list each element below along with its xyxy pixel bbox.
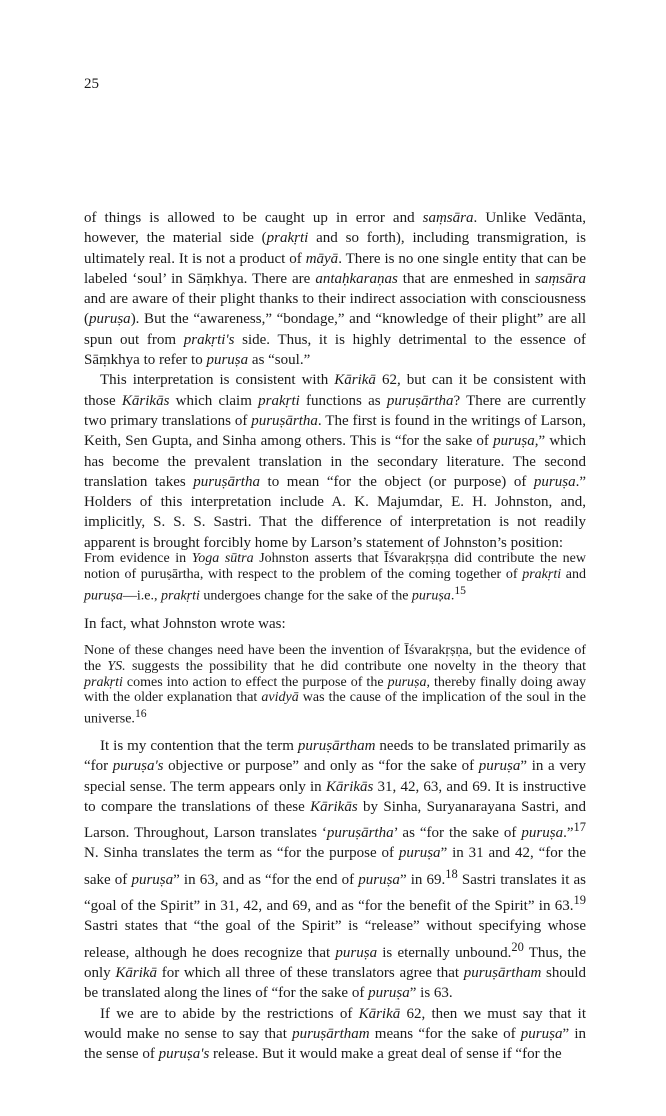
page-number: 25: [84, 76, 99, 92]
body-section-1: [84, 208, 586, 553]
paragraph-continuation: of things is allowed to be caught up in error and saṃsāra. Unlike Vedānta, however, the material side (prakṛti and so forth), including transmigration, is ultimately real. It is not a product of māyā. There is no one single entity that can be labeled ‘soul’ in Sāṃkhya. There are antaḥkaraṇas that are enmeshed in saṃsāra and are aware of their plight thanks to their indirect association with consciousness (puruṣa). But the “awareness,” “bondage,” and “knowledge of their plight” are all spun out from prakṛti's side. Thus, it is highly detrimental to the essence of Sāṃkhya to refer to puruṣa as “soul.”: [84, 210, 587, 369]
transition-line: [84, 614, 586, 634]
body-section-2: [84, 736, 586, 1064]
quote-johnston-text: None of these changes need have been the invention of Īśvarakṛṣṇa, but the evidence of the YS. suggests the possibility that he did contribute one novelty in the theory that prakṛti comes into action to effect the purpose of the puruṣa, thereby finally doing away with the older explanation that avidyā was the cause of the implication of the soul in the universe.$^{16}$: [84, 643, 587, 727]
block-quote-larson: [84, 551, 586, 604]
transition-text: In fact, what Johnston wrote was:: [84, 616, 286, 632]
paragraph-restrictions: If we are to abide by the restrictions of Kārikā 62, then we must say that it would make no sense to say that puruṣārtham means “for the sake of puruṣa” in the sense of puruṣa's release. But it would make a great deal of sense if “for the: [84, 1005, 586, 1063]
block-quote-johnston: [84, 643, 586, 728]
paragraph-interpretation: This interpretation is consistent with Kārikā 62, but can it be consistent with those Kārikās which claim prakṛti functions as puruṣārtha? There are currently two primary translations of puruṣārtha. The first is found in the writings of Larson, Keith, Sen Gupta, and Sinha among others. This is “for the sake of puruṣa,” which has become the prevalent translation in the secondary literature. The second translation takes puruṣārtha to mean “for the object (or purpose) of puruṣa.” Holders of this interpretation include A. K. Majumdar, E. H. Johnston, and, implicitly, S. S. S. Sastri. That the difference of interpretation is not readily apparent is brought forcibly home by Larson’s statement of Johnston’s position:: [84, 372, 587, 551]
paragraph-contention: It is my contention that the term puruṣārtham needs to be translated primarily as “for puruṣa's objective or purpose” and only as “for the sake of puruṣa” in a very special sense. The term appears only in Kārikās 31, 42, 63, and 69. It is instructive to compare the translations of these Kārikās by Sinha, Suryanarayana Sastri, and Larson. Throughout, Larson translates ‘puruṣārtha’ as “for the sake of puruṣa.”$^{17}$ N. Sinha translates the term as “for the purpose of puruṣa” in 31 and 42, “for the sake of puruṣa” in 63, and as “for the end of puruṣa” in 69.18 Sastri translates it as “goal of the Spirit” in 31, 42, and 69, and as “for the benefit of the Spirit” in 63.19 Sastri states that “the goal of the Spirit” is “release” without specifying whose release, although he does recognize that puruṣa is eternally unbound.$^{20}$ Thus, the only Kārikā for which all three of these translators agree that puruṣārtham should be translated along the lines of “for the sake of puruṣa” is 63.: [84, 738, 587, 1002]
quote-larson-text: From evidence in Yoga sūtra Johnston asserts that Īśvarakṛṣṇa did contribute the new notion of puruṣārtha, with respect to the problem of the coming together of prakṛti and puruṣa—i.e., prakṛti undergoes change for the sake of the puruṣa.$^{15}$: [84, 551, 586, 604]
